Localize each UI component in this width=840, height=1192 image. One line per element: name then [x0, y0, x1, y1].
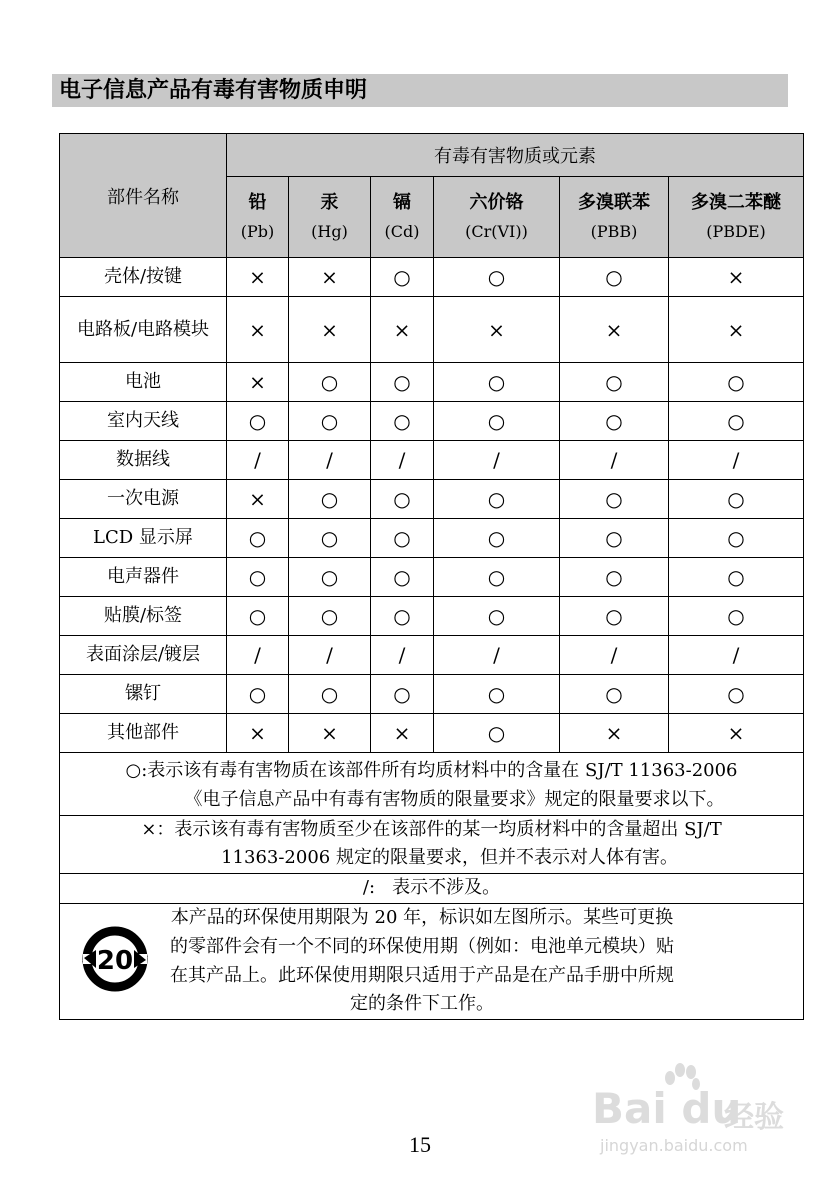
part-name-cell: 镙钉 [60, 675, 227, 714]
compliance-mark-cell: ○ [371, 402, 434, 441]
eco-text-line1: 本产品的环保使用期限为 20 年，标识如左图所示。某些可更换 [170, 906, 674, 928]
part-name-cell: 壳体/按键 [60, 258, 227, 297]
part-name-cell: 数据线 [60, 441, 227, 480]
compliance-mark-cell: / [560, 636, 669, 675]
compliance-mark-cell: ○ [434, 258, 560, 297]
compliance-mark-cell: ○ [560, 597, 669, 636]
compliance-mark-cell: ○ [227, 558, 289, 597]
compliance-mark-cell: / [669, 441, 804, 480]
compliance-mark-cell: / [227, 636, 289, 675]
compliance-mark-cell: ○ [227, 597, 289, 636]
compliance-mark-cell: × [289, 258, 371, 297]
compliance-mark-cell: ○ [560, 519, 669, 558]
compliance-mark-cell: × [227, 258, 289, 297]
compliance-mark-cell: / [434, 441, 560, 480]
substance-name: 汞 [320, 192, 339, 214]
compliance-mark-cell: ○ [560, 558, 669, 597]
compliance-mark-cell: ○ [227, 675, 289, 714]
compliance-mark-cell: ○ [371, 519, 434, 558]
substance-symbol: (Cd) [384, 222, 420, 242]
table-row [60, 597, 804, 636]
compliance-mark-cell: / [560, 441, 669, 480]
compliance-mark-cell: ○ [371, 558, 434, 597]
note-circle-line2: 《电子信息产品中有毒有害物质的限量要求》规定的限量要求以下。 [184, 788, 725, 810]
substance-name: 多溴联苯 [578, 192, 650, 214]
compliance-mark-cell: × [434, 297, 560, 363]
watermark-url: jingyan.baidu.com [600, 1136, 748, 1155]
substance-header-cell [371, 177, 434, 258]
eco-text-line2: 的零部件会有一个不同的环保使用期（例如：电池单元模块）贴 [170, 935, 674, 957]
part-name-header: 部件名称 [60, 134, 227, 258]
compliance-mark-cell: ○ [560, 480, 669, 519]
note-row [60, 753, 804, 816]
substance-name: 镉 [393, 192, 411, 214]
compliance-mark-cell: ○ [434, 558, 560, 597]
compliance-mark-cell: ○ [289, 363, 371, 402]
compliance-mark-cell: × [371, 297, 434, 363]
eco-text-line3: 在其产品上。此环保使用期限只适用于产品是在产品手册中所规 [170, 964, 674, 986]
compliance-mark-cell: ○ [560, 258, 669, 297]
compliance-mark-cell: ○ [434, 675, 560, 714]
compliance-mark-cell: ○ [371, 675, 434, 714]
compliance-mark-cell: × [227, 714, 289, 753]
substance-name: 多溴二苯醚 [691, 192, 782, 214]
compliance-mark-cell: ○ [289, 675, 371, 714]
compliance-mark-cell: ○ [371, 363, 434, 402]
compliance-mark-cell: ○ [669, 597, 804, 636]
compliance-mark-cell: ○ [669, 363, 804, 402]
part-name-cell: 电路板/电路模块 [60, 297, 227, 363]
compliance-mark-cell: ○ [669, 675, 804, 714]
table-row [60, 297, 804, 363]
substance-header-cell [434, 177, 560, 258]
part-name-cell: LCD 显示屏 [60, 519, 227, 558]
table-row [60, 519, 804, 558]
part-name-cell: 电声器件 [60, 558, 227, 597]
table-row [60, 558, 804, 597]
substance-header-cell [289, 177, 371, 258]
note-row [60, 874, 804, 904]
compliance-mark-cell: ○ [289, 558, 371, 597]
substance-symbol: (PBDE) [706, 222, 766, 242]
compliance-mark-cell: × [227, 363, 289, 402]
compliance-mark-cell: ○ [227, 402, 289, 441]
part-name-cell: 其他部件 [60, 714, 227, 753]
watermark-brand-cn: 经验 [724, 1100, 784, 1135]
compliance-mark-cell: ○ [560, 675, 669, 714]
compliance-mark-cell: / [227, 441, 289, 480]
compliance-mark-cell: ○ [669, 519, 804, 558]
compliance-mark-cell: ○ [434, 597, 560, 636]
part-name-cell: 表面涂层/镀层 [60, 636, 227, 675]
compliance-mark-cell: / [434, 636, 560, 675]
table-row [60, 480, 804, 519]
compliance-mark-cell: × [669, 714, 804, 753]
compliance-mark-cell: ○ [434, 519, 560, 558]
compliance-mark-cell: × [669, 258, 804, 297]
compliance-mark-cell: × [371, 714, 434, 753]
substance-header-cell [560, 177, 669, 258]
substance-header-cell [669, 177, 804, 258]
note-slash-line: /: 表示不涉及。 [362, 877, 501, 899]
compliance-mark-cell: ○ [371, 258, 434, 297]
table-row [60, 258, 804, 297]
compliance-mark-cell: × [227, 297, 289, 363]
compliance-mark-cell: ○ [669, 558, 804, 597]
compliance-mark-cell: ○ [669, 402, 804, 441]
eco-text-line4: 定的条件下工作。 [350, 993, 494, 1015]
note-cross-line2: 11363-2006 规定的限量要求，但并不表示对人体有害。 [221, 847, 678, 869]
substances-group-header: 有毒有害物质或元素 [227, 134, 804, 177]
substance-header-cell [227, 177, 289, 258]
substance-symbol: (Hg) [311, 222, 348, 242]
compliance-mark-cell: ○ [434, 480, 560, 519]
part-name-cell: 一次电源 [60, 480, 227, 519]
table-row [60, 714, 804, 753]
table-row [60, 675, 804, 714]
compliance-mark-cell: × [289, 297, 371, 363]
compliance-mark-cell: ○ [434, 714, 560, 753]
note-circle-line1: ○:表示该有毒有害物质在该部件所有均质材料中的含量在 SJ/T 11363-2006 [125, 760, 738, 781]
note-row [60, 815, 804, 874]
compliance-mark-cell: / [669, 636, 804, 675]
compliance-mark-cell: / [371, 636, 434, 675]
compliance-mark-cell: ○ [289, 519, 371, 558]
compliance-mark-cell: / [289, 636, 371, 675]
compliance-mark-cell: ○ [434, 363, 560, 402]
substance-symbol: (PBB) [590, 222, 638, 242]
compliance-mark-cell: ○ [371, 597, 434, 636]
hazardous-substances-table [59, 133, 804, 1020]
substance-name: 铅 [248, 192, 267, 214]
compliance-mark-cell: ○ [434, 402, 560, 441]
part-name-cell: 电池 [60, 363, 227, 402]
compliance-mark-cell: ○ [560, 363, 669, 402]
compliance-mark-cell: / [371, 441, 434, 480]
eco-period-row [60, 903, 804, 1019]
table-row [60, 363, 804, 402]
compliance-mark-cell: ○ [289, 597, 371, 636]
section-title: 电子信息产品有毒有害物质申明 [52, 74, 788, 107]
epup-20-logo-icon [60, 904, 170, 999]
substance-symbol: (Pb) [240, 222, 275, 242]
compliance-mark-cell: ○ [289, 402, 371, 441]
table-row [60, 441, 804, 480]
compliance-mark-cell: × [560, 714, 669, 753]
compliance-mark-cell: / [289, 441, 371, 480]
watermark-brand: Bai du [592, 1084, 742, 1133]
compliance-mark-cell: × [289, 714, 371, 753]
page-number: 15 [409, 1132, 431, 1157]
compliance-mark-cell: × [227, 480, 289, 519]
compliance-mark-cell: ○ [371, 480, 434, 519]
substance-name: 六价铬 [469, 192, 524, 214]
table-row [60, 402, 804, 441]
note-cross-line1: ×：表示该有毒有害物质至少在该部件的某一均质材料中的含量超出 SJ/T [141, 818, 722, 840]
part-name-cell: 室内天线 [60, 402, 227, 441]
compliance-mark-cell: ○ [560, 402, 669, 441]
epup-logo-number: 20 [96, 945, 134, 976]
compliance-mark-cell: ○ [289, 480, 371, 519]
compliance-mark-cell: × [669, 297, 804, 363]
compliance-mark-cell: ○ [669, 480, 804, 519]
substance-symbol: (Cr(VI)) [465, 222, 528, 242]
compliance-mark-cell: × [560, 297, 669, 363]
part-name-cell: 贴膜/标签 [60, 597, 227, 636]
table-row [60, 636, 804, 675]
compliance-mark-cell: ○ [227, 519, 289, 558]
